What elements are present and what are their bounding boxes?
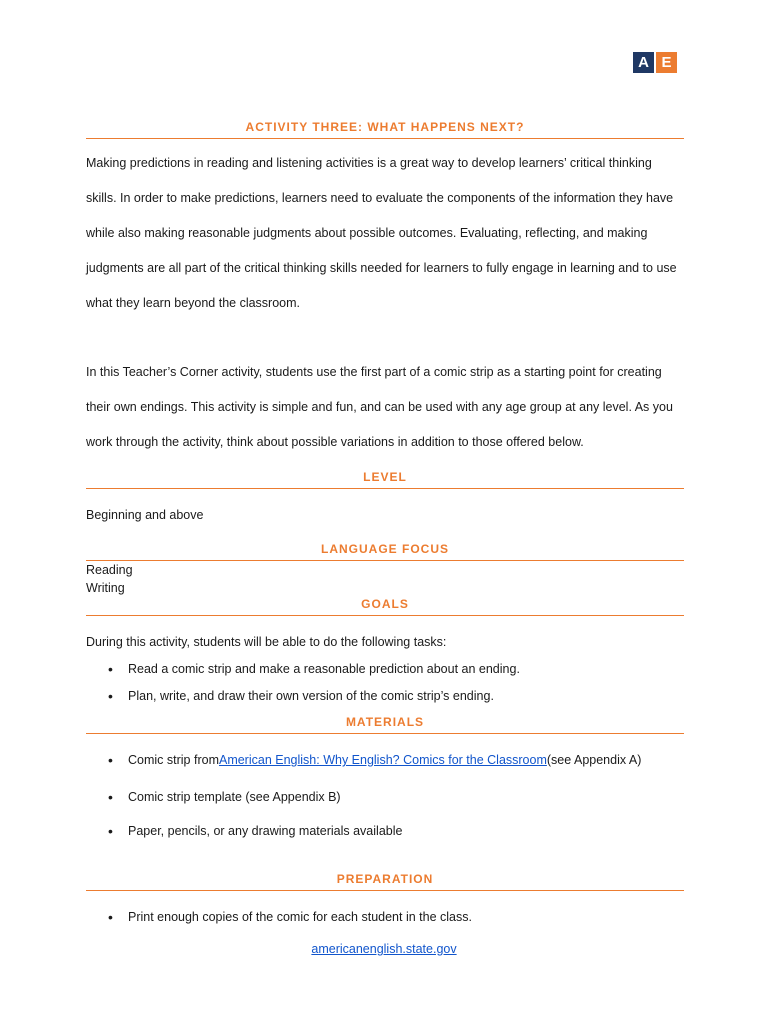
- ae-logo: [633, 52, 677, 73]
- preparation-heading: PREPARATION: [86, 872, 684, 891]
- comics-link[interactable]: American English: Why English? Comics for the Classroom: [218, 753, 547, 767]
- logo-a: A: [633, 52, 654, 73]
- materials-heading: MATERIALS: [86, 715, 684, 734]
- bullet-icon: •: [108, 752, 113, 768]
- bullet-icon: •: [108, 909, 113, 925]
- goals-list-item: • Read a comic strip and make a reasonable prediction about an ending.: [108, 661, 520, 677]
- goals-heading: GOALS: [86, 597, 684, 616]
- language-focus-item: Writing: [86, 581, 125, 595]
- footer-website-link[interactable]: americanenglish.state.gov: [311, 942, 457, 956]
- bullet-icon: •: [108, 688, 113, 704]
- footer: [0, 942, 768, 956]
- logo-e: E: [656, 52, 677, 73]
- bullet-icon: •: [108, 661, 113, 677]
- activity-title: ACTIVITY THREE: WHAT HAPPENS NEXT?: [86, 120, 684, 139]
- corner-paragraph: In this Teacher’s Corner activity, students use the first part of a comic strip as a starting point for creating their own endings. This activity is simple and fun, and can be used with any age group at any level. As you work through the activity, think about possible variations in addition to those offered below.: [86, 365, 673, 449]
- materials-list-item: • Comic strip template (see Appendix B): [108, 789, 341, 805]
- preparation-list-item: • Print enough copies of the comic for each student in the class.: [108, 909, 472, 925]
- bullet-icon: •: [108, 823, 113, 839]
- language-focus-heading: LANGUAGE FOCUS: [86, 542, 684, 561]
- intro-paragraph: Making predictions in reading and listening activities is a great way to develop learners’ critical thinking skills. In order to make predictions, learners need to evaluate the components of the information they have while also making reasonable judgments about possible outcomes. Evaluating, reflecting, and making judgments are all part of the critical thinking skills needed for learners to fully engage in learning and to use what they learn beyond the classroom.: [86, 156, 677, 310]
- level-text: Beginning and above: [86, 508, 204, 522]
- language-focus-item: Reading: [86, 563, 133, 577]
- materials-list-item: • Comic strip from American English: Why English? Comics for the Classroom (see Appendix A): [108, 752, 642, 768]
- level-heading: LEVEL: [86, 470, 684, 489]
- bullet-icon: •: [108, 789, 113, 805]
- goals-list-item: • Plan, write, and draw their own version of the comic strip’s ending.: [108, 688, 494, 704]
- goals-intro: During this activity, students will be able to do the following tasks:: [86, 635, 447, 649]
- materials-list-item: • Paper, pencils, or any drawing materials available: [108, 823, 403, 839]
